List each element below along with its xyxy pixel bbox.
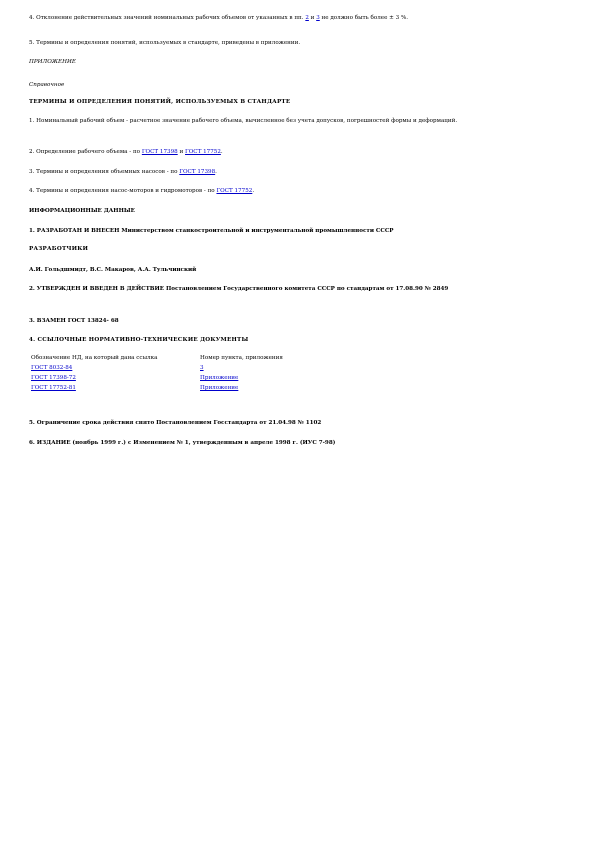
info-item-2: 2. УТВЕРЖДЕН И ВВЕДЕН В ДЕЙСТВИЕ Постановлением Государственного комитета СССР по стандартам от 17.08.90 № 2849 xyxy=(29,286,449,292)
term-2-text: 2. Определение рабочего объема - по xyxy=(29,149,142,155)
table-header-cell: Номер пункта, приложения xyxy=(200,355,283,361)
references-table xyxy=(31,355,283,395)
term-4-end: . xyxy=(252,188,255,194)
table-row xyxy=(31,365,283,375)
link-gost-8032[interactable]: ГОСТ 8032-84 xyxy=(31,365,73,371)
info-item-1: 1. РАЗРАБОТАН И ВНЕСЕН Министерством станкостроительной и инструментальной промышленности СССР xyxy=(29,228,394,234)
link-item-2[interactable]: 2 xyxy=(305,15,309,21)
term-2-conjunction: и xyxy=(177,149,186,155)
table-row xyxy=(31,385,283,395)
table-cell-clause xyxy=(200,385,283,395)
info-item-4-title: 4. ССЫЛОЧНЫЕ НОРМАТИВНО-ТЕХНИЧЕСКИЕ ДОКУМЕНТЫ xyxy=(29,337,249,343)
table-cell-document xyxy=(31,365,200,375)
item-4-conjunction: и xyxy=(308,15,317,21)
developers-names: А.И. Гольдшмидт, В.С. Макаров, А.А. Тульчинский xyxy=(29,267,197,273)
item-5-paragraph: 5. Термины и определения понятий, используемых в стандарте, приведены в приложении. xyxy=(29,40,301,46)
table-cell-clause xyxy=(200,375,283,385)
link-appendix[interactable]: Приложение xyxy=(200,385,239,391)
term-4-text: 4. Термины и определения насос-моторов и гидромоторов - по xyxy=(29,188,217,194)
term-4-paragraph xyxy=(29,188,254,195)
item-4-paragraph xyxy=(29,15,408,22)
link-gost-17398-pumps[interactable]: ГОСТ 17398 xyxy=(179,169,216,175)
item-4-text-end: не должно быть более ± 3 %. xyxy=(319,15,409,21)
table-header-cell: Обозначение НД, на который дана ссылка xyxy=(31,355,158,361)
link-item-3[interactable]: 3 xyxy=(316,15,320,21)
developers-label: РАЗРАБОТЧИКИ xyxy=(29,246,89,252)
info-item-5: 5. Ограничение срока действия снято Постановлением Госстандарта от 21.04.98 № 1102 xyxy=(29,420,322,426)
link-gost-17752[interactable]: ГОСТ 17752 xyxy=(185,149,221,155)
appendix-heading: ПРИЛОЖЕНИЕ xyxy=(29,59,76,65)
info-title: ИНФОРМАЦИОННЫЕ ДАННЫЕ xyxy=(29,208,135,214)
link-gost-17398[interactable]: ГОСТ 17398 xyxy=(141,149,178,155)
appendix-title: ТЕРМИНЫ И ОПРЕДЕЛЕНИЯ ПОНЯТИЙ, ИСПОЛЬЗУЕМЫХ В СТАНДАРТЕ xyxy=(29,99,291,105)
table-cell-document xyxy=(31,375,200,385)
table-cell-document xyxy=(31,385,200,395)
link-gost-17398-72[interactable]: ГОСТ 17398-72 xyxy=(31,375,76,381)
link-appendix[interactable]: Приложение xyxy=(200,375,239,381)
info-item-6: 6. ИЗДАНИЕ (ноябрь 1999 г.) с Изменением № 1, утвержденным в апреле 1998 г. (ИУС 7-98) xyxy=(29,440,336,446)
term-3-end: . xyxy=(215,169,217,175)
link-gost-17752-81[interactable]: ГОСТ 17752-81 xyxy=(31,385,76,391)
table-cell-clause xyxy=(200,365,283,375)
term-1-paragraph: 1. Номинальный рабочий объем - расчетное значение рабочего объема, вычисленное без учета допусков, погрешностей формы и деформаций. xyxy=(29,118,458,124)
term-3-text: 3. Термины и определения объемных насосов - по xyxy=(29,169,180,175)
link-gost-17752-motors[interactable]: ГОСТ 17752 xyxy=(216,188,253,194)
link-clause-3[interactable]: 3 xyxy=(200,365,204,371)
term-3-paragraph xyxy=(29,169,217,176)
appendix-subheading: Справочное xyxy=(29,82,65,88)
table-row xyxy=(31,375,283,385)
term-2-paragraph xyxy=(29,149,223,156)
term-2-end: . xyxy=(220,149,223,155)
table-header-row xyxy=(31,355,283,365)
item-4-text: 4. Отклонение действительных значений номинальных рабочих объемов от указанных в пп. xyxy=(29,15,306,21)
info-item-3: 3. ВЗАМЕН ГОСТ 13824- 68 xyxy=(29,318,119,324)
